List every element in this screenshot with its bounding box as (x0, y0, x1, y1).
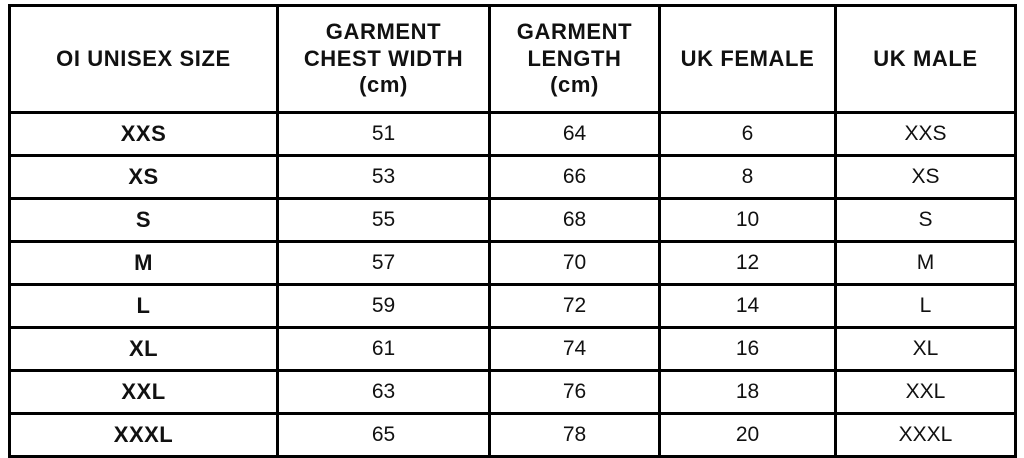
header-line: (cm) (359, 72, 408, 98)
table-row (10, 242, 1016, 285)
cell-uk-male: M (836, 242, 1016, 285)
cell-uk-male: XL (836, 328, 1016, 371)
cell-uk-male: XXL (836, 371, 1016, 414)
header-line: (cm) (550, 72, 599, 98)
cell-uk-male: S (836, 199, 1016, 242)
cell-length: 76 (490, 371, 660, 414)
cell-uk-male: XXXL (836, 414, 1016, 457)
cell-size: M (10, 242, 278, 285)
header-line: OI UNISEX SIZE (56, 45, 231, 71)
header-line: UK MALE (873, 45, 978, 71)
cell-uk-female: 18 (660, 371, 836, 414)
cell-size: L (10, 285, 278, 328)
cell-chest-width: 53 (278, 156, 490, 199)
cell-chest-width: 65 (278, 414, 490, 457)
cell-uk-female: 8 (660, 156, 836, 199)
cell-length: 68 (490, 199, 660, 242)
header-cell-garment-length (490, 6, 660, 113)
cell-chest-width: 59 (278, 285, 490, 328)
cell-uk-male: L (836, 285, 1016, 328)
cell-length: 78 (490, 414, 660, 457)
header-line: CHEST WIDTH (303, 45, 464, 71)
cell-size: XL (10, 328, 278, 371)
header-cell-uk-female (660, 6, 836, 113)
header-line: GARMENT (516, 18, 633, 44)
cell-length: 74 (490, 328, 660, 371)
cell-uk-female: 16 (660, 328, 836, 371)
cell-uk-female: 6 (660, 113, 836, 156)
cell-size: XXXL (10, 414, 278, 457)
cell-size: XS (10, 156, 278, 199)
header-line: LENGTH (527, 45, 622, 71)
cell-chest-width: 63 (278, 371, 490, 414)
cell-uk-male: XXS (836, 113, 1016, 156)
header-line: UK FEMALE (680, 45, 815, 71)
header-row (10, 6, 1016, 113)
cell-uk-female: 12 (660, 242, 836, 285)
table-row (10, 414, 1016, 457)
table-row (10, 328, 1016, 371)
cell-chest-width: 51 (278, 113, 490, 156)
cell-uk-female: 10 (660, 199, 836, 242)
table-header (10, 6, 1016, 113)
table-row (10, 371, 1016, 414)
cell-chest-width: 61 (278, 328, 490, 371)
table-body (10, 113, 1016, 457)
cell-uk-female: 14 (660, 285, 836, 328)
cell-length: 64 (490, 113, 660, 156)
table-row (10, 285, 1016, 328)
cell-uk-female: 20 (660, 414, 836, 457)
header-cell-uk-male (836, 6, 1016, 113)
table-row (10, 113, 1016, 156)
cell-uk-male: XS (836, 156, 1016, 199)
cell-size: XXS (10, 113, 278, 156)
cell-size: XXL (10, 371, 278, 414)
cell-length: 72 (490, 285, 660, 328)
cell-size: S (10, 199, 278, 242)
header-cell-unisex-size (10, 6, 278, 113)
header-cell-chest-width (278, 6, 490, 113)
table-row (10, 156, 1016, 199)
header-line: GARMENT (325, 18, 442, 44)
table-row (10, 199, 1016, 242)
cell-length: 70 (490, 242, 660, 285)
cell-chest-width: 55 (278, 199, 490, 242)
cell-chest-width: 57 (278, 242, 490, 285)
size-chart-table (8, 4, 1017, 458)
cell-length: 66 (490, 156, 660, 199)
